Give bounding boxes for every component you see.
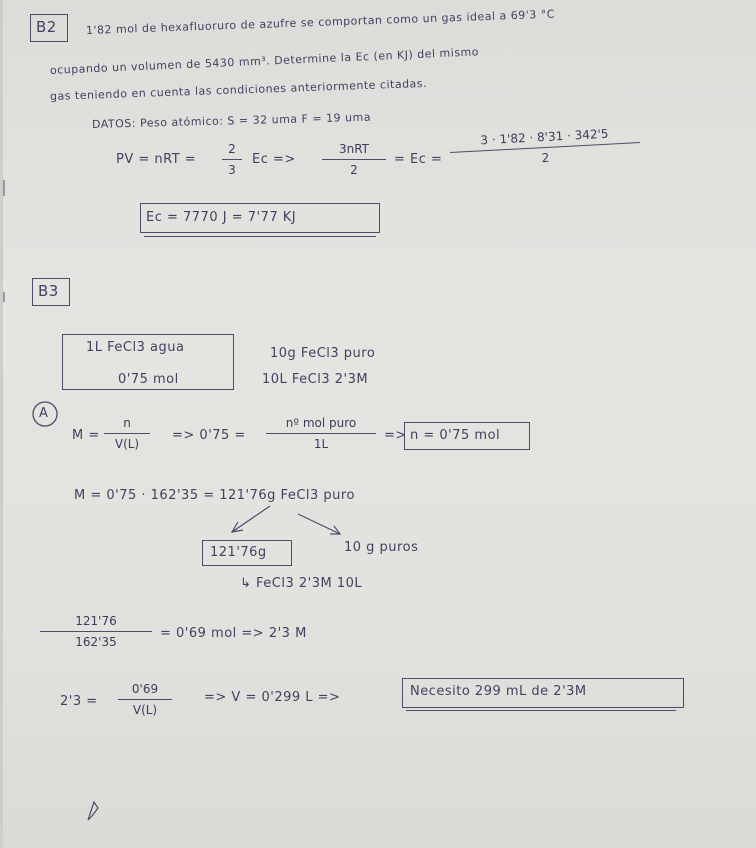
- b3-puros: 10 g puros: [344, 540, 419, 555]
- b3-moles-fraction: nº mol puro 1L: [266, 416, 376, 451]
- b3-item-a: A: [39, 406, 49, 421]
- b2-statement-line-1: 1'82 mol de hexafluoruro de azufre se comportan como un gas ideal a 69'3 °C: [85, 7, 556, 37]
- b3-box-line-1: 1L FeCl3 agua: [86, 340, 185, 355]
- b3-moles-calc-fraction: 121'76 162'35: [40, 614, 152, 649]
- b2-fraction-2-3: 2 3: [222, 142, 242, 177]
- b3-final-fraction: 0'69 V(L): [118, 682, 172, 717]
- b2-statement-line-3: gas teniendo en cuenta las condiciones anteriormente citadas.: [49, 76, 428, 103]
- b2-eq-left: PV = nRT =: [116, 152, 197, 167]
- b3-box-line-2: 0'75 mol: [118, 372, 179, 387]
- b3-side-1: 10g FeCl3 puro: [270, 346, 376, 361]
- b3-mass-line: M = 0'75 · 162'35 = 121'76g FeCl3 puro: [74, 488, 355, 503]
- b3-final-mid: => V = 0'299 L =>: [204, 690, 341, 705]
- b2-fraction-3nrt: 3nRT 2: [322, 142, 386, 177]
- b3-final-left: 2'3 =: [60, 694, 98, 709]
- pen-mark: [88, 802, 98, 820]
- b3-molarity-eq: M =: [72, 428, 100, 443]
- b2-statement-line-2: ocupando un volumen de 5430 mm³. Determine la Ec (en KJ) del mismo: [49, 45, 480, 77]
- b3-boxed-mass: 121'76g: [210, 545, 267, 560]
- b3-arrow-line: ↳ FeCl3 2'3M 10L: [240, 576, 363, 591]
- b3-side-2: 10L FeCl3 2'3M: [262, 372, 369, 387]
- arrow-left: [232, 506, 270, 532]
- b2-label: B2: [36, 18, 57, 36]
- b3-moles-result: n = 0'75 mol: [410, 428, 501, 443]
- arrow-right: [298, 514, 340, 534]
- b2-datos: DATOS: Peso atómico: S = 32 uma F = 19 uma: [91, 110, 372, 131]
- b3-molarity-arrow-2: =>: [384, 428, 407, 443]
- b2-eq-eq: = Ec =: [394, 152, 443, 167]
- b2-fraction-values: 3 · 1'82 · 8'31 · 342'5 2: [449, 125, 641, 170]
- b3-molarity-fraction: n V(L): [104, 416, 150, 451]
- b2-eq-mid: Ec =>: [252, 152, 296, 167]
- b3-molarity-arrow: => 0'75 =: [172, 428, 246, 443]
- b3-label: B3: [38, 282, 59, 300]
- b2-result: Ec = 7770 J = 7'77 KJ: [146, 210, 297, 225]
- item-a-circle: [33, 402, 57, 426]
- b3-moles-calc-rest: = 0'69 mol => 2'3 M: [160, 626, 307, 641]
- b3-final-result: Necesito 299 mL de 2'3M: [410, 684, 587, 699]
